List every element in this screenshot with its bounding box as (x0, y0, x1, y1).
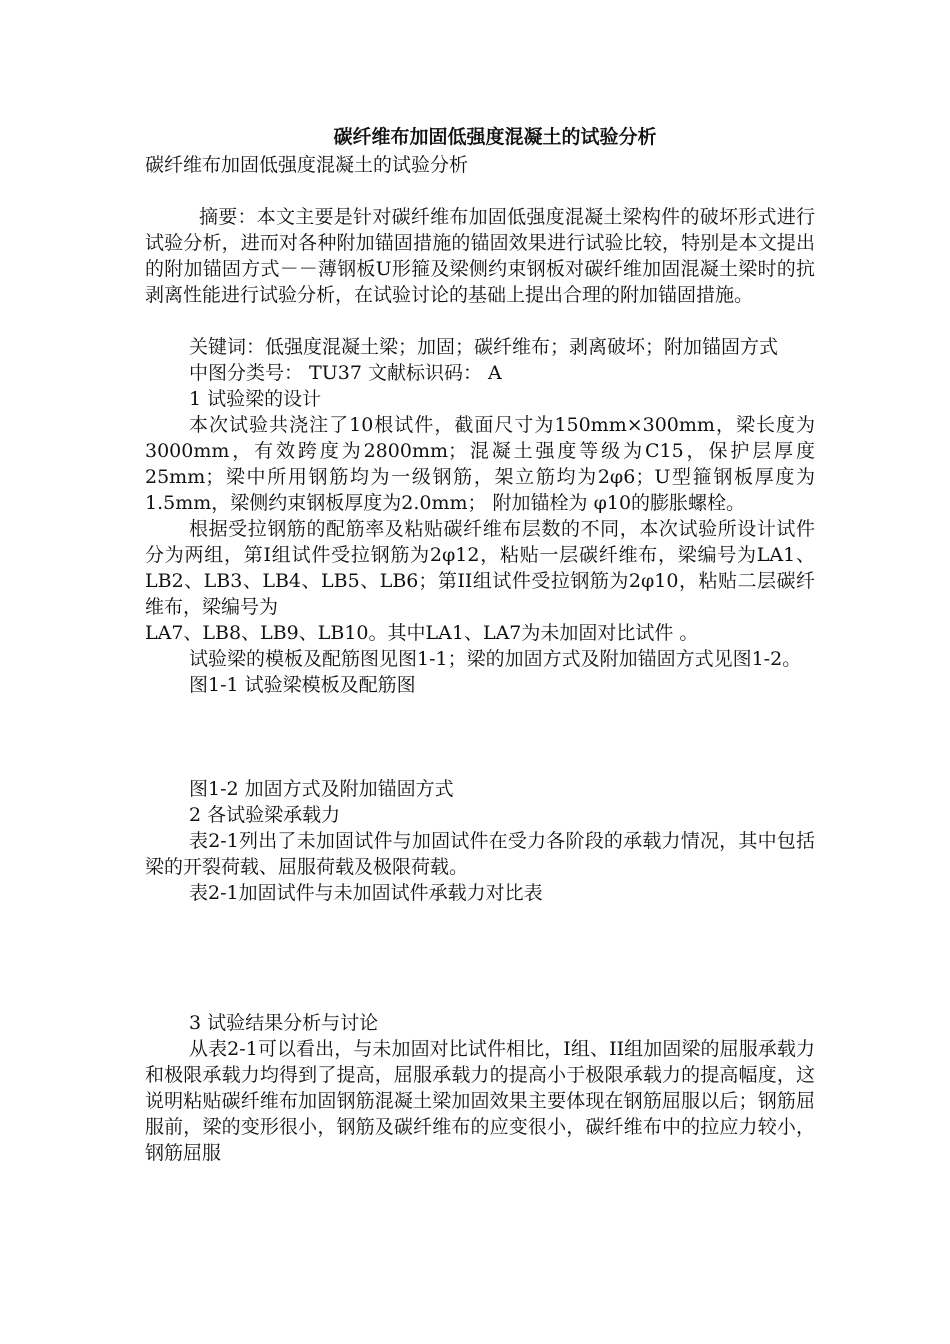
section3-paragraph-1: 从表2-1可以看出，与未加固对比试件相比，I组、II组加固梁的屈服承载力和极限承载力均得到了提高，屈服承载力的提高小于极限承载力的提高幅度，这说明粘贴碳纤维布加固钢筋混凝土梁加固效果主要体现在钢筋屈服以后；钢筋屈服前，梁的变形很小，钢筋及碳纤维布的应变很小，碳纤维布中的拉应力较小，钢筋屈服 (145, 1038, 815, 1164)
figure-2-caption: 图1-2 加固方式及附加锚固方式 (189, 778, 454, 800)
section-heading-2: 2 各试验梁承载力 (189, 804, 341, 826)
section-heading-1: 1 试验梁的设计 (189, 388, 322, 410)
spacer (145, 308, 815, 334)
document-subtitle: 碳纤维布加固低强度混凝土的试验分析 (145, 154, 469, 176)
table-1-caption: 表2-1加固试件与未加固试件承载力对比表 (189, 882, 543, 904)
classification-line: 中图分类号： TU37 文献标识码： A (189, 362, 502, 384)
spacer (145, 750, 815, 776)
document-page (145, 122, 815, 1166)
spacer (145, 178, 815, 204)
section1-paragraph-1: 本次试验共浇注了10根试件，截面尺寸为150mm×300mm，梁长度为3000mm，有效跨度为2800mm；混凝土强度等级为C15，保护层厚度25mm；梁中所用钢筋均为一级钢筋，架立筋均为2φ6；U型箍钢板厚度为1.5mm，梁侧约束钢板厚度为2.0mm； 附加锚栓为 φ10的膨胀螺栓。 (145, 414, 815, 514)
section1-paragraph-2-continued: LA7、LB8、LB9、LB10。其中LA1、LA7为未加固对比试件 。 (145, 622, 699, 644)
abstract-paragraph: 摘要：本文主要是针对碳纤维布加固低强度混凝土梁构件的破坏形式进行试验分析，进而对各种附加锚固措施的锚固效果进行试验比较，特别是本文提出的附加锚固方式－－薄钢板U形箍及梁侧约束钢板对碳纤维加固混凝土梁时的抗剥离性能进行试验分析，在试验讨论的基础上提出合理的附加锚固措施。 (145, 206, 815, 306)
section-heading-3: 3 试验结果分析与讨论 (189, 1012, 379, 1034)
section1-paragraph-2: 根据受拉钢筋的配筋率及粘贴碳纤维布层数的不同，本次试验所设计试件分为两组，第I组试件受拉钢筋为2φ12，粘贴一层碳纤维布，梁编号为LA1、LB2、LB3、LB4、LB5、LB6；第II组试件受拉钢筋为2φ10，粘贴二层碳纤维布，梁编号为 (145, 518, 815, 618)
section1-paragraph-3: 试验梁的模板及配筋图见图1-1；梁的加固方式及附加锚固方式见图1-2。 (189, 648, 802, 670)
document-title: 碳纤维布加固低强度混凝土的试验分析 (333, 126, 657, 148)
figure-1-caption: 图1-1 试验梁模板及配筋图 (189, 674, 416, 696)
section2-paragraph-1: 表2-1列出了未加固试件与加固试件在受力各阶段的承载力情况，其中包括梁的开裂荷载、屈服荷载及极限荷载。 (145, 830, 815, 878)
table-placeholder (145, 906, 815, 1010)
keywords-paragraph: 关键词：低强度混凝土梁；加固；碳纤维布；剥离破坏；附加锚固方式 (189, 336, 779, 358)
figure-placeholder (145, 698, 815, 750)
